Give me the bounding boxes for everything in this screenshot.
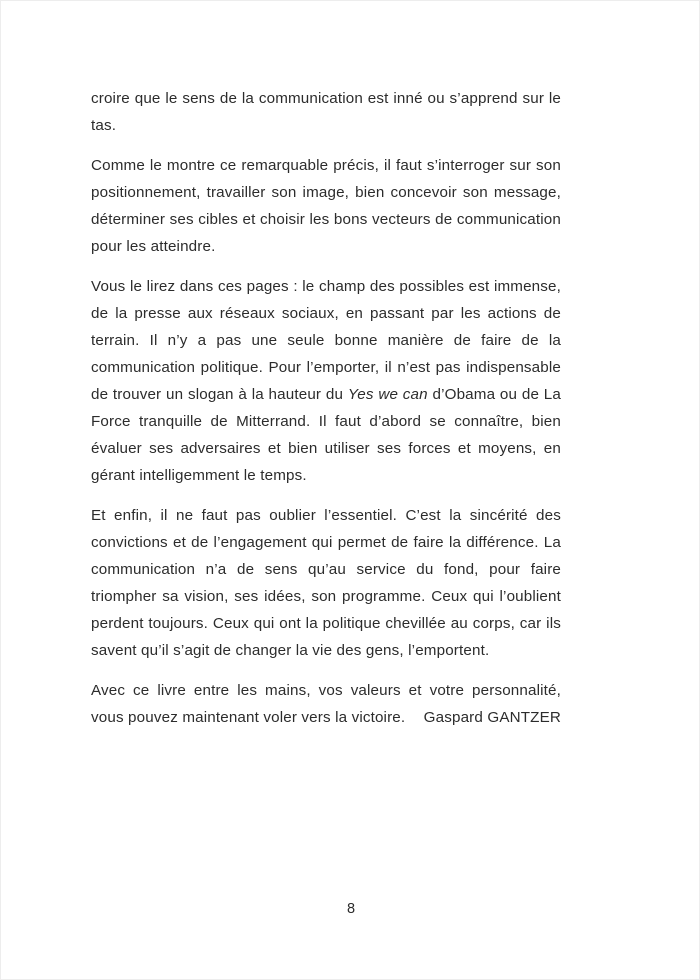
- paragraph-2-run-1: Comme le montre ce remarquable précis, il faut s’interroger sur son positionnement, travailler son image, bien concevoir son message, déterminer ses cibles et choisir les bons vecteurs de communication pour les atteindre.: [91, 157, 561, 255]
- paragraph-3: [91, 273, 561, 489]
- paragraph-5-run-1: Avec ce livre entre les mains, vos valeurs et votre personnalité, vous pouvez maintenant voler vers la victoire.: [91, 682, 561, 726]
- body-text-column: [91, 85, 561, 731]
- page-number: 8: [346, 901, 356, 917]
- paragraph-4-run-1: Et enfin, il ne faut pas oublier l’essentiel. C’est la sincérité des convictions et de l’engagement qui permet de faire la différence. La communication n’a de sens qu’au service du fond, pour faire triompher sa vision, ses idées, son programme. Ceux qui l’oublient perdent toujours. Ceux qui ont la politique chevillée au corps, car ils savent qu’il s’agit de changer la vie des gens, l’emportent.: [91, 507, 561, 659]
- author-signature: Gaspard GANTZER: [423, 709, 561, 726]
- slogan-yes-we-can-italic: Yes we can: [347, 386, 428, 403]
- paragraph-4: [91, 502, 561, 664]
- paragraph-1-run-1: croire que le sens de la communication est inné ou s’apprend sur le tas.: [91, 90, 561, 134]
- paragraph-3-run-1: Vous le lirez dans ces pages : le champ des possibles est immense, de la presse aux réseaux sociaux, en passant par les actions de terrain. Il n’y a pas une seule bonne manière de faire de la communication politique. Pour l’emporter, il n’est pas indispensable de trouver un slogan à la hauteur du: [91, 278, 561, 403]
- paragraph-1: [91, 85, 561, 139]
- paragraph-2: [91, 152, 561, 260]
- paragraph-3-run-3: d’Obama ou de La Force tranquille de Mitterrand. Il faut d’abord se connaître, bien évaluer ses adversaires et bien utiliser ses forces et moyens, en gérant intelligemment le temps.: [91, 386, 561, 484]
